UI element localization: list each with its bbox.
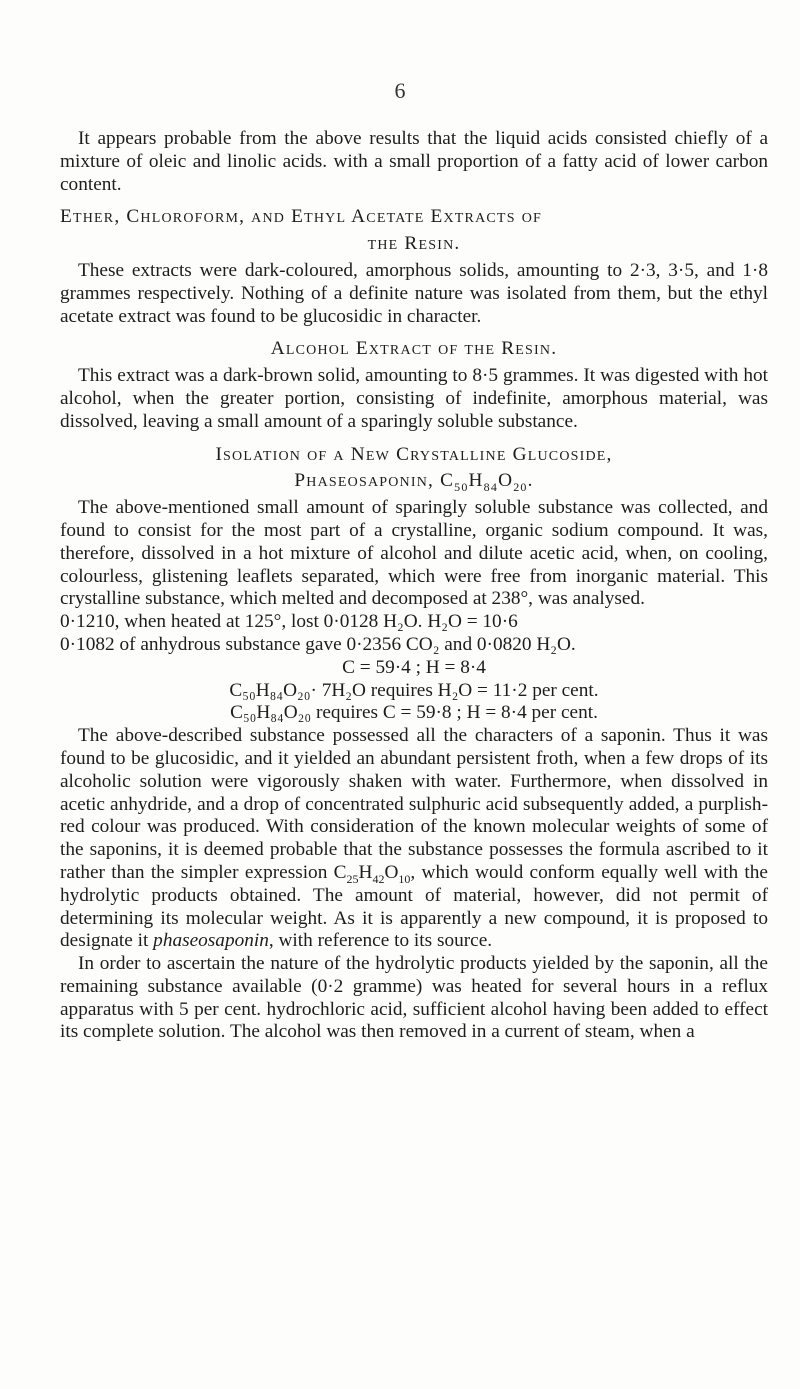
hydrolysis-paragraph: In order to ascertain the nature of the hydrolytic products yielded by the saponin, all the remaining substance available (0·2 gramme) was heated for several hours in a reflux apparatus with 5 per cent. hydrochloric acid, sufficient alcohol having been added to effect its complete solution. The alcohol was then removed in a current of steam, when a <box>60 953 768 1043</box>
analysis-line-3: C = 59·4 ; H = 8·4 <box>342 656 486 678</box>
page-content <box>60 128 768 1044</box>
section-heading-isolation: Isolation of a New Crystalline Glucoside, <box>215 443 613 465</box>
phaseosaponin-name: phaseosaponin <box>153 930 269 952</box>
alcohol-extract-paragraph: This extract was a dark-brown solid, amounting to 8·5 grammes. It was digested with hot alcohol, when the greater portion, consisting of indefinite, amorphous material, was dissolved, leaving a small amount of a sparingly soluble substance. <box>60 365 768 432</box>
section-heading-ether-extracts: Ether, Chloroform, and Ethyl Acetate Extracts of <box>60 206 542 228</box>
intro-paragraph: It appears probable from the above results that the liquid acids consisted chiefly of a mixture of oleic and linolic acids. with a small proportion of a fatty acid of lower carbon content. <box>60 128 768 195</box>
saponin-characters-paragraph: The above-described substance possessed all the characters of a saponin. Thus it was found to be glucosidic, and it yielded an abundant persistent froth, when a few drops of its alcoholic solution were vigorously shaken with water. Furthermore, when dissolved in acetic anhydride, and a drop of concentrated sulphuric acid subsequently added, a purplish-red colour was produced. With consideration of the known molecular weights of some of the saponins, it is deemed probable that the substance possesses the formula ascribed to it rather than the simpler expression $C_{25}H_{42}O_{10}$, which would conform equally well with the hydrolytic products obtained. The amount of material, however, did not permit of determining its molecular weight. As it is apparently a new compound, it is proposed to designate it phaseosaponin, with reference to its source. <box>60 725 768 952</box>
analysis-line-4: C₅₀H₈₄O₂₀· 7H₂O requires H₂O = 11·2 per cent. <box>229 679 599 701</box>
section-heading-phaseosaponin: Phaseosaponin, $C_{50}H_{84}O_{20}$. <box>294 470 534 495</box>
section-heading-ether-extracts-line2: the Resin. <box>367 233 461 255</box>
section-heading-alcohol-extract: Alcohol Extract of the Resin. <box>270 338 558 360</box>
ether-extracts-paragraph: These extracts were dark-coloured, amorphous solids, amounting to 2·3, 3·5, and 1·8 grammes respectively. Nothing of a definite nature was isolated from them, but the ethyl acetate extract was found to be glucosidic in character. <box>60 259 768 327</box>
page-number: 6 <box>394 78 406 103</box>
analysis-line-5: C₅₀H₈₄O₂₀ requires C = 59·8 ; H = 8·4 per cent. <box>230 702 598 724</box>
isolation-paragraph: The above-mentioned small amount of sparingly soluble substance was collected, and found to consist for the most part of a crystalline, organic sodium compound. It was, therefore, dissolved in a hot mixture of alcohol and dilute acetic acid, when, on cooling, colourless, glistening leaflets separated, which were free from inorganic material. This crystalline substance, which melted and decomposed at 238°, was analysed. <box>60 497 768 610</box>
analysis-line-1: 0·1210, when heated at 125°, lost 0·0128 H₂O. H₂O = 10·6 <box>60 611 518 633</box>
analysis-line-2: 0·1082 of anhydrous substance gave 0·2356 CO₂ and 0·0820 H₂O. <box>60 633 576 655</box>
